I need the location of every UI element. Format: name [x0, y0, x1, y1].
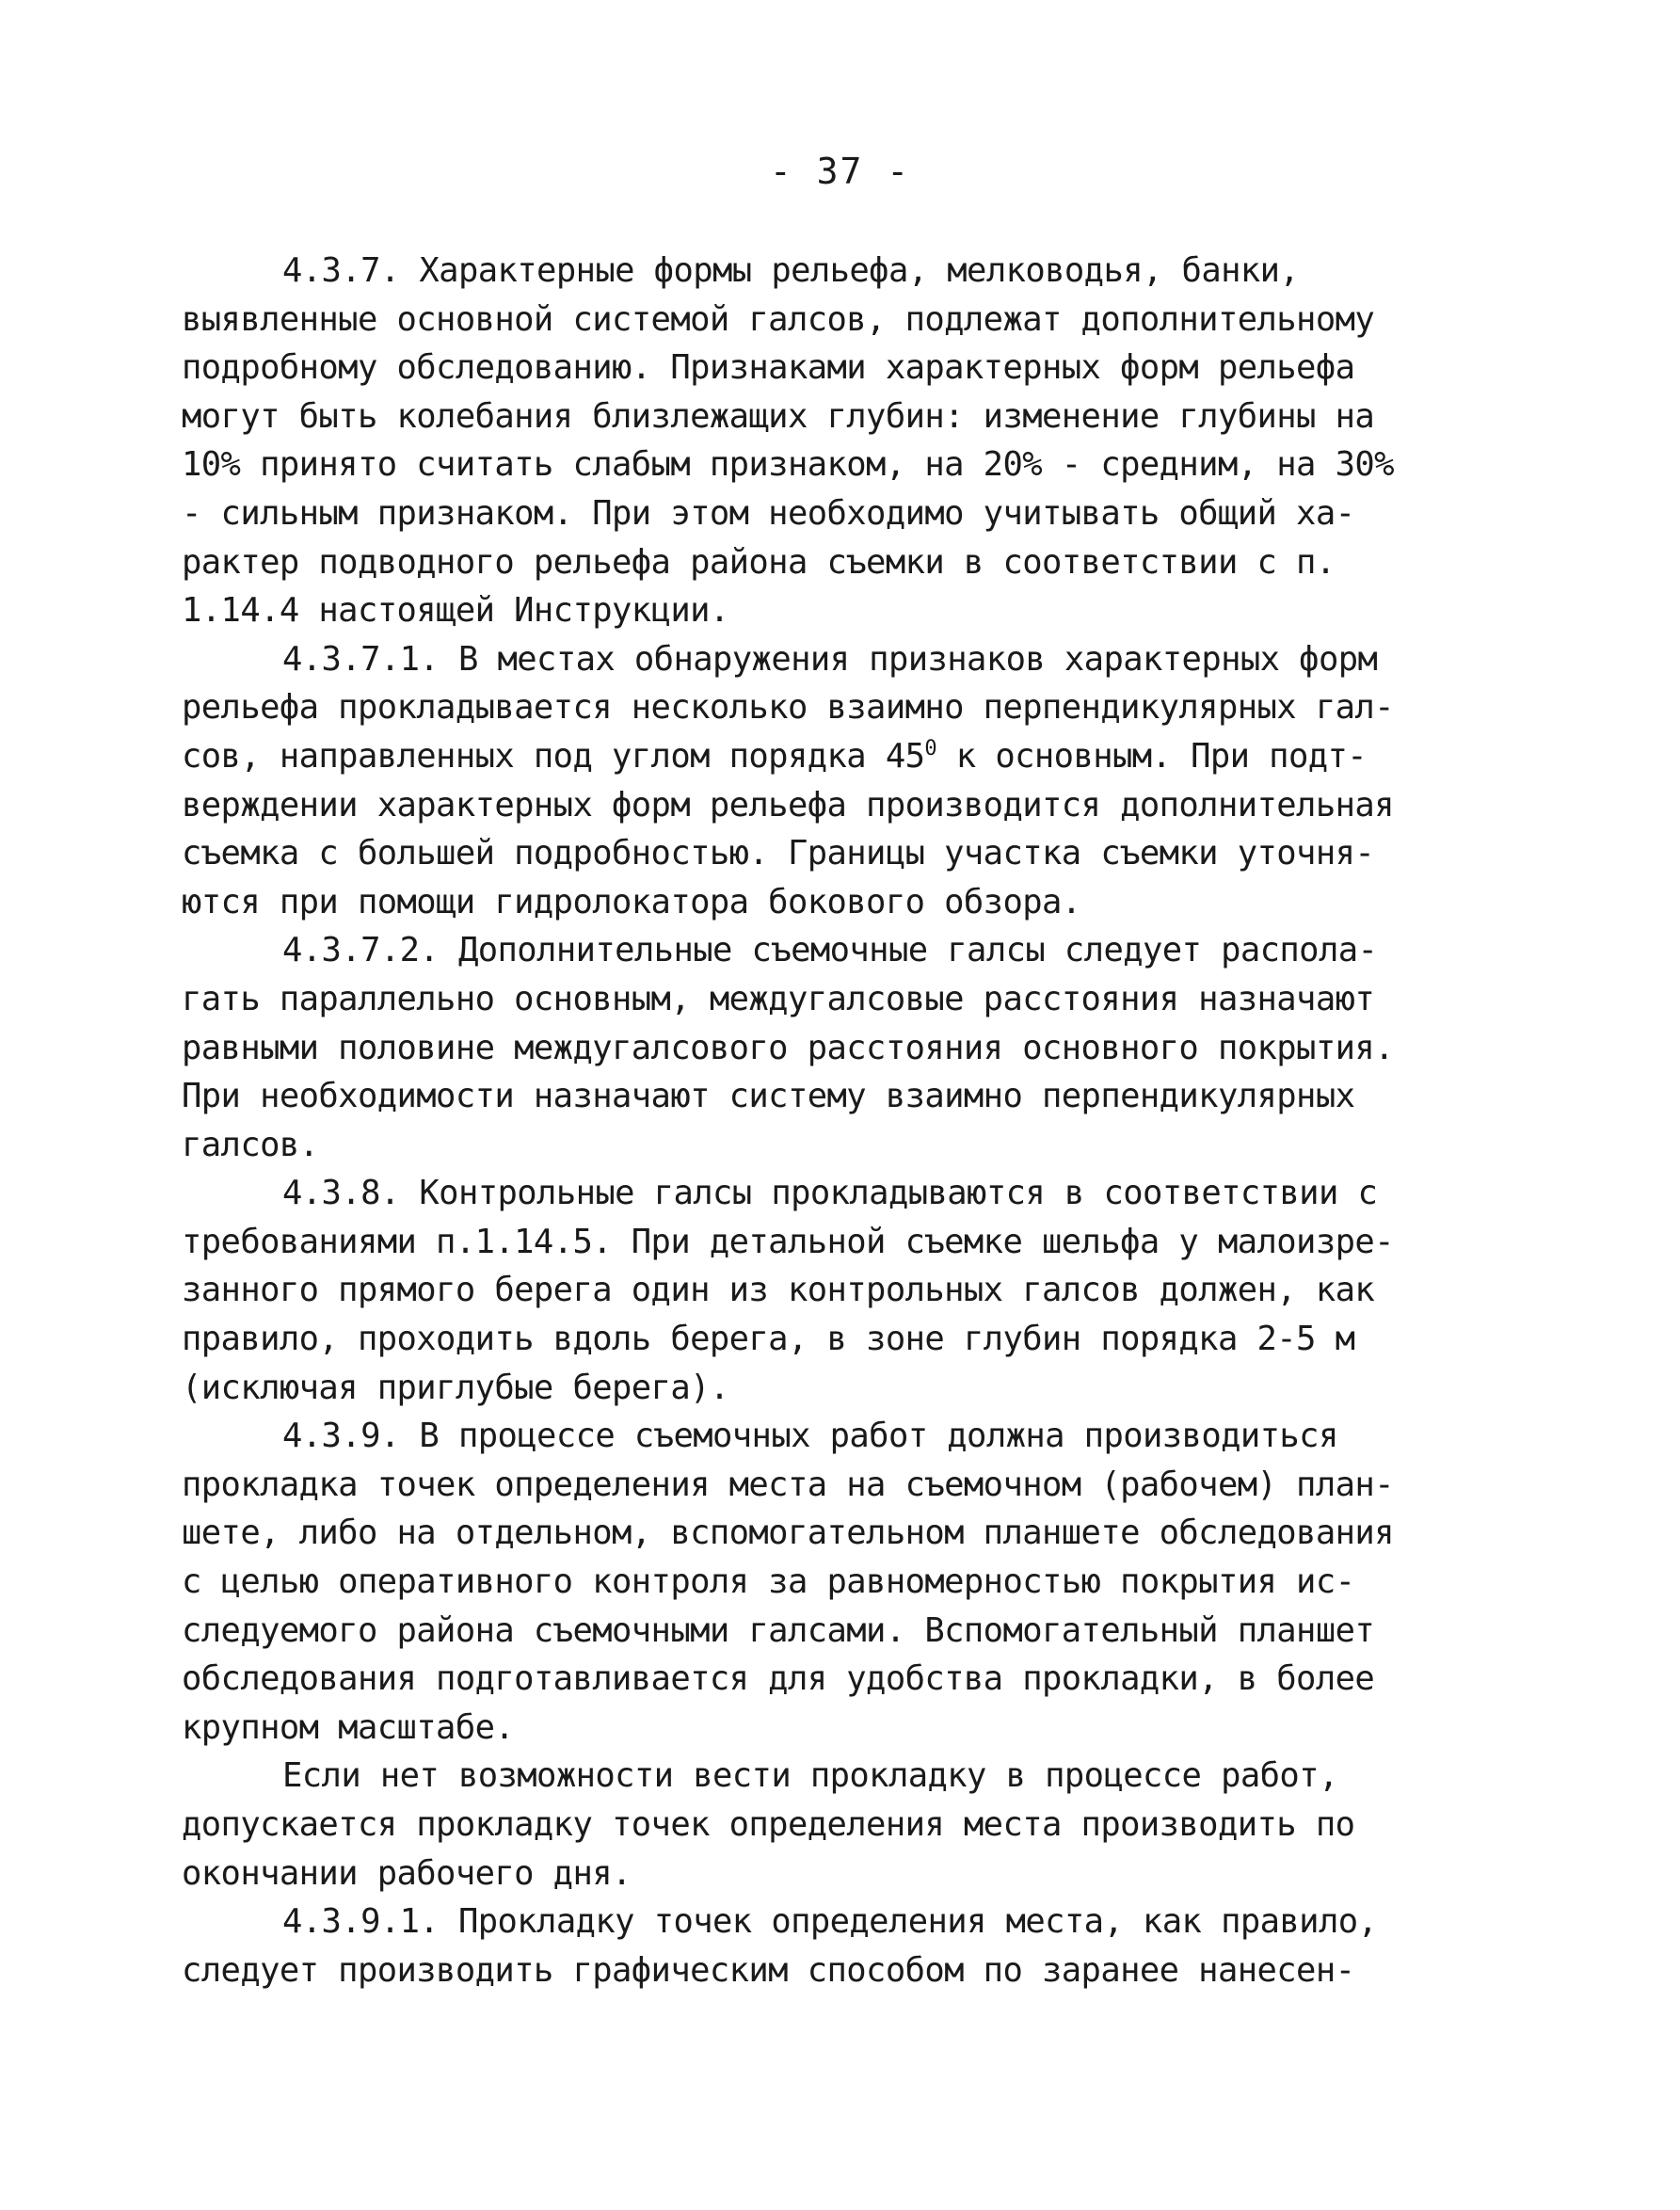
text-line	[182, 1461, 1433, 1510]
text-line	[182, 1218, 1433, 1267]
text-line-content: допускается прокладку точек определения места производить по	[182, 1805, 1355, 1844]
text-line-content: 1.14.4 настоящей Инструкции.	[182, 591, 729, 631]
degree-superscript: 0	[924, 737, 937, 761]
text-line	[182, 683, 1433, 732]
text-line	[182, 1121, 1433, 1170]
text-line	[182, 1704, 1433, 1753]
text-line	[182, 296, 1433, 344]
text-line-content: съемка с большей подробностью. Границы участка съемки уточня-	[182, 834, 1375, 873]
text-line	[182, 1946, 1433, 1995]
text-line	[182, 926, 1433, 975]
text-line	[182, 1801, 1433, 1850]
text-line-content: правило, проходить вдоль берега, в зоне глубин порядка 2-5 м	[182, 1320, 1355, 1359]
text-line	[182, 635, 1433, 684]
text-line	[182, 781, 1433, 830]
text-line-content: обследования подготавливается для удобства прокладки, в более	[182, 1659, 1375, 1699]
text-line	[182, 829, 1433, 878]
document-body	[182, 247, 1433, 1994]
text-line-content: При необходимости назначают систему взаимно перпендикулярных	[182, 1077, 1355, 1116]
text-line-content: сов, направленных под углом порядка 45	[182, 736, 925, 776]
text-line-content: (исключая приглубые берега).	[182, 1368, 729, 1407]
text-line-content: следуемого района съемочными галсами. Вспомогательный планшет	[182, 1610, 1375, 1650]
text-line	[182, 1752, 1433, 1801]
text-line-content: ются при помощи гидролокатора бокового обзора.	[182, 882, 1081, 921]
text-line	[182, 1898, 1433, 1946]
text-line	[182, 538, 1433, 587]
text-line	[182, 344, 1433, 392]
text-line-content: рактер подводного рельефа района съемки в соответствии с п.	[182, 542, 1336, 582]
text-line-content: галсов.	[182, 1125, 319, 1164]
text-line	[182, 878, 1433, 927]
text-line-content: прокладка точек определения места на съемочном (рабочем) план-	[182, 1465, 1394, 1504]
text-line	[182, 392, 1433, 441]
text-line	[182, 1655, 1433, 1704]
text-line	[182, 1169, 1433, 1218]
text-line-content: 4.3.9. В процессе съемочных работ должна производиться	[282, 1417, 1338, 1456]
text-line-content: гать параллельно основным, междугалсовые расстояния назначают	[182, 979, 1375, 1018]
text-line-content: 4.3.8. Контрольные галсы прокладываются в соответствии с	[282, 1174, 1378, 1213]
text-line-content: занного прямого берега один из контрольных галсов должен, как	[182, 1271, 1375, 1310]
text-line	[182, 732, 1433, 781]
text-line	[182, 1364, 1433, 1413]
text-line	[182, 247, 1433, 296]
text-line	[182, 440, 1433, 489]
text-line-content: 4.3.9.1. Прокладку точек определения места, как правило,	[282, 1902, 1378, 1942]
text-line-content: выявленные основной системой галсов, подлежат дополнительному	[182, 299, 1375, 339]
text-line	[182, 1509, 1433, 1558]
text-line-content: следует производить графическим способом по заранее нанесен-	[182, 1950, 1355, 1990]
text-line	[182, 1558, 1433, 1607]
text-line	[182, 1315, 1433, 1364]
text-line-content: 4.3.7. Характерные формы рельефа, мелководья, банки,	[282, 251, 1300, 290]
text-line-content: равными половине междугалсового расстояния основного покрытия.	[182, 1028, 1394, 1067]
text-line	[182, 586, 1433, 635]
text-line-content: 4.3.7.1. В местах обнаружения признаков характерных форм	[282, 639, 1378, 679]
text-line-content: подробному обследованию. Признаками характерных форм рельефа	[182, 348, 1355, 388]
text-line-content: - сильным признаком. При этом необходимо учитывать общий ха-	[182, 493, 1355, 533]
text-line-content: могут быть колебания близлежащих глубин: изменение глубины на	[182, 396, 1375, 436]
text-line	[182, 1024, 1433, 1073]
text-line	[182, 1850, 1433, 1898]
text-line	[182, 1266, 1433, 1315]
page-number: - 37 -	[769, 151, 911, 192]
text-line	[182, 489, 1433, 538]
text-line	[182, 1607, 1433, 1656]
text-line-content: окончании рабочего дня.	[182, 1853, 632, 1893]
text-line-content: верждении характерных форм рельефа производится дополнительная	[182, 785, 1394, 825]
text-line-content: Если нет возможности вести прокладку в процессе работ,	[282, 1756, 1338, 1796]
text-line-content: 4.3.7.2. Дополнительные съемочные галсы следует распола-	[282, 931, 1378, 970]
text-line-content: рельефа прокладывается несколько взаимно перпендикулярных гал-	[182, 688, 1394, 728]
text-line	[182, 975, 1433, 1024]
text-line-content: требованиями п.1.14.5. При детальной съемке шельфа у малоизре-	[182, 1222, 1394, 1261]
text-line	[182, 1412, 1433, 1461]
text-line-content: с целью оперативного контроля за равномерностью покрытия ис-	[182, 1562, 1355, 1602]
text-line-content: крупном масштабе.	[182, 1707, 515, 1747]
text-line-content: 10% принято считать слабым признаком, на 20% - средним, на 30%	[182, 445, 1394, 485]
text-line	[182, 1072, 1433, 1121]
text-line-content: шете, либо на отдельном, вспомогательном планшете обследования	[182, 1513, 1394, 1553]
text-line-continuation: к основным. При подт-	[936, 736, 1368, 776]
